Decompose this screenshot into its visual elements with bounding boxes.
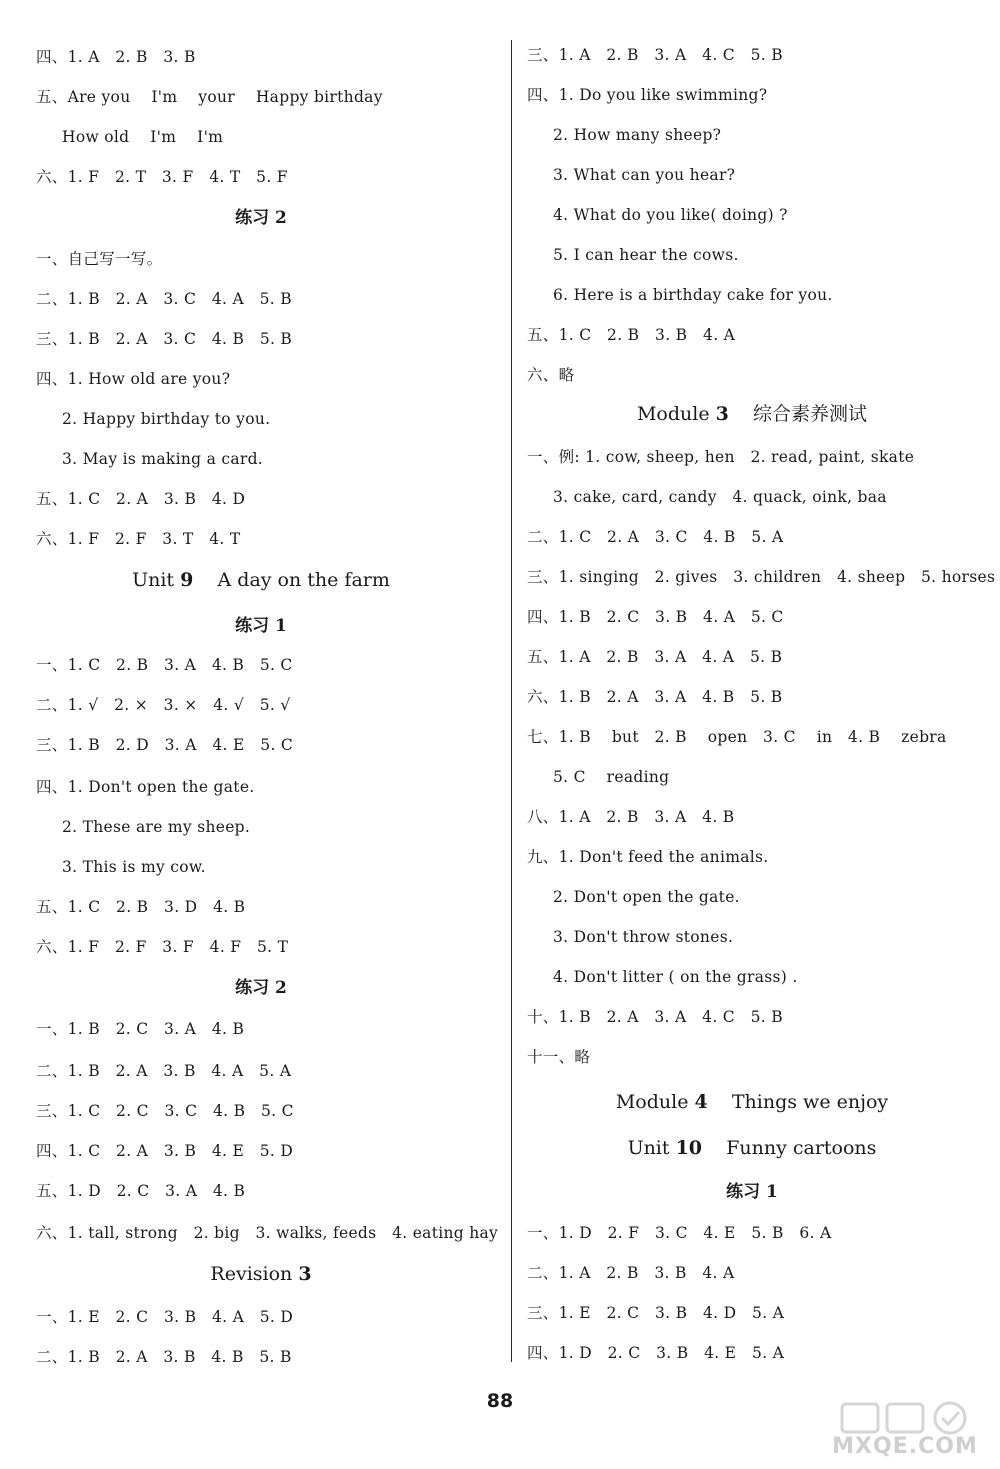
answer-line: 十、1. B 2. A 3. A 4. C 5. B — [527, 1008, 783, 1026]
answer-line: 二、1. √ 2. × 3. × 4. √ 5. √ — [36, 696, 291, 714]
answer-line: 四、1. D 2. C 3. B 4. E 5. A — [527, 1344, 785, 1362]
watermark-logo — [820, 1400, 990, 1462]
unit-heading-title: Things we enjoy — [707, 1091, 889, 1113]
answer-line: 一、自己写一写。 — [36, 250, 163, 268]
answer-line: 三、1. A 2. B 3. A 4. C 5. B — [527, 46, 783, 64]
answer-line: 三、1. singing 2. gives 3. children 4. sheep 5. horses — [527, 568, 996, 586]
unit-heading-prefix: Module — [636, 403, 716, 425]
answer-line: 八、1. A 2. B 3. A 4. B — [527, 808, 735, 826]
answer-line: 六、略 — [527, 366, 575, 384]
answer-line: How old I'm I'm — [62, 128, 224, 146]
answer-line: 六、1. F 2. F 3. T 4. T — [36, 530, 241, 548]
answer-line: 5. I can hear the cows. — [553, 246, 739, 264]
answer-line: 3. May is making a card. — [62, 450, 264, 468]
answer-line: 一、1. D 2. F 3. C 4. E 5. B 6. A — [527, 1224, 832, 1242]
section-heading: 练习 2 — [235, 208, 287, 228]
answer-line: 4. What do you like( doing) ? — [553, 206, 788, 224]
answer-line: 4. Don't litter ( on the grass) . — [553, 968, 798, 986]
unit-heading — [36, 568, 486, 592]
answer-line: 一、1. E 2. C 3. B 4. A 5. D — [36, 1308, 294, 1326]
unit-heading-number: 3 — [298, 1263, 312, 1285]
answer-line: 五、1. C 2. B 3. B 4. A — [527, 326, 736, 344]
column-divider — [511, 40, 512, 1362]
answer-line: 四、1. C 2. A 3. B 4. E 5. D — [36, 1142, 294, 1160]
unit-heading-title: A day on the farm — [193, 569, 390, 591]
answer-line: 四、1. B 2. C 3. B 4. A 5. C — [527, 608, 784, 626]
answer-line: 二、1. C 2. A 3. C 4. B 5. A — [527, 528, 784, 546]
answer-line: 四、1. Do you like swimming? — [527, 86, 768, 104]
answer-line: 3. Don't throw stones. — [553, 928, 734, 946]
answer-line: 五、Are you I'm your Happy birthday — [36, 88, 383, 106]
unit-heading-number: 9 — [180, 569, 194, 591]
unit-heading-title: Funny cartoons — [702, 1137, 877, 1159]
section-heading: 练习 2 — [235, 978, 287, 998]
unit-heading-prefix: Module — [615, 1091, 695, 1113]
answer-line: 6. Here is a birthday cake for you. — [553, 286, 833, 304]
answer-line: 一、例: 1. cow, sheep, hen 2. read, paint, skate — [527, 448, 915, 466]
answer-line: 五、1. C 2. B 3. D 4. B — [36, 898, 246, 916]
answer-line: 四、1. How old are you? — [36, 370, 231, 388]
answer-line: 二、1. B 2. A 3. C 4. A 5. B — [36, 290, 292, 308]
answer-line: 三、1. B 2. D 3. A 4. E 5. C — [36, 736, 294, 754]
page-number: 88 — [486, 1390, 514, 1412]
answer-line: 一、1. C 2. B 3. A 4. B 5. C — [36, 656, 293, 674]
unit-heading — [527, 402, 977, 426]
answer-line: 九、1. Don't feed the animals. — [527, 848, 769, 866]
unit-heading-number: 4 — [694, 1091, 708, 1113]
answer-line: 十一、略 — [527, 1048, 591, 1066]
answer-line: 2. These are my sheep. — [62, 818, 251, 836]
unit-heading-prefix: Unit — [132, 569, 181, 591]
answer-line: 四、1. Don't open the gate. — [36, 778, 255, 796]
answer-line: 2. Happy birthday to you. — [62, 410, 271, 428]
answer-line: 五、1. A 2. B 3. A 4. A 5. B — [527, 648, 783, 666]
answer-line: 5. C reading — [553, 768, 670, 786]
unit-heading — [36, 1262, 486, 1286]
answer-line: 2. Don't open the gate. — [553, 888, 740, 906]
answer-line: 二、1. B 2. A 3. B 4. A 5. A — [36, 1062, 292, 1080]
unit-heading — [527, 1090, 977, 1114]
watermark-text: MXQE.COM — [832, 1434, 978, 1459]
answer-line: 二、1. B 2. A 3. B 4. B 5. B — [36, 1348, 292, 1366]
unit-heading-prefix: Unit — [627, 1137, 676, 1159]
answer-line: 3. cake, card, candy 4. quack, oink, baa — [553, 488, 887, 506]
answer-line: 五、1. C 2. A 3. B 4. D — [36, 490, 246, 508]
answer-line: 3. What can you hear? — [553, 166, 736, 184]
unit-heading — [527, 1136, 977, 1160]
answer-line: 四、1. A 2. B 3. B — [36, 48, 196, 66]
answer-line: 七、1. B but 2. B open 3. C in 4. B zebra — [527, 728, 947, 746]
answer-line: 三、1. C 2. C 3. C 4. B 5. C — [36, 1102, 294, 1120]
answer-line: 六、1. F 2. F 3. F 4. F 5. T — [36, 938, 289, 956]
unit-heading-number: 3 — [715, 403, 729, 425]
unit-heading-prefix: Revision — [210, 1263, 299, 1285]
answer-stamp-icon — [840, 1400, 970, 1436]
answer-line: 五、1. D 2. C 3. A 4. B — [36, 1182, 246, 1200]
section-heading: 练习 1 — [235, 616, 287, 636]
answer-line: 三、1. B 2. A 3. C 4. B 5. B — [36, 330, 293, 348]
answer-line: 3. This is my cow. — [62, 858, 206, 876]
answer-line: 六、1. tall, strong 2. big 3. walks, feeds 4. eating hay — [36, 1224, 499, 1242]
unit-heading-number: 10 — [675, 1137, 703, 1159]
unit-heading-title: 综合素养测试 — [728, 403, 868, 425]
answer-line: 2. How many sheep? — [553, 126, 722, 144]
section-heading: 练习 1 — [726, 1182, 778, 1202]
answer-line: 六、1. B 2. A 3. A 4. B 5. B — [527, 688, 783, 706]
answer-line: 三、1. E 2. C 3. B 4. D 5. A — [527, 1304, 785, 1322]
answer-line: 六、1. F 2. T 3. F 4. T 5. F — [36, 168, 288, 186]
answer-line: 一、1. B 2. C 3. A 4. B — [36, 1020, 245, 1038]
answer-line: 二、1. A 2. B 3. B 4. A — [527, 1264, 735, 1282]
